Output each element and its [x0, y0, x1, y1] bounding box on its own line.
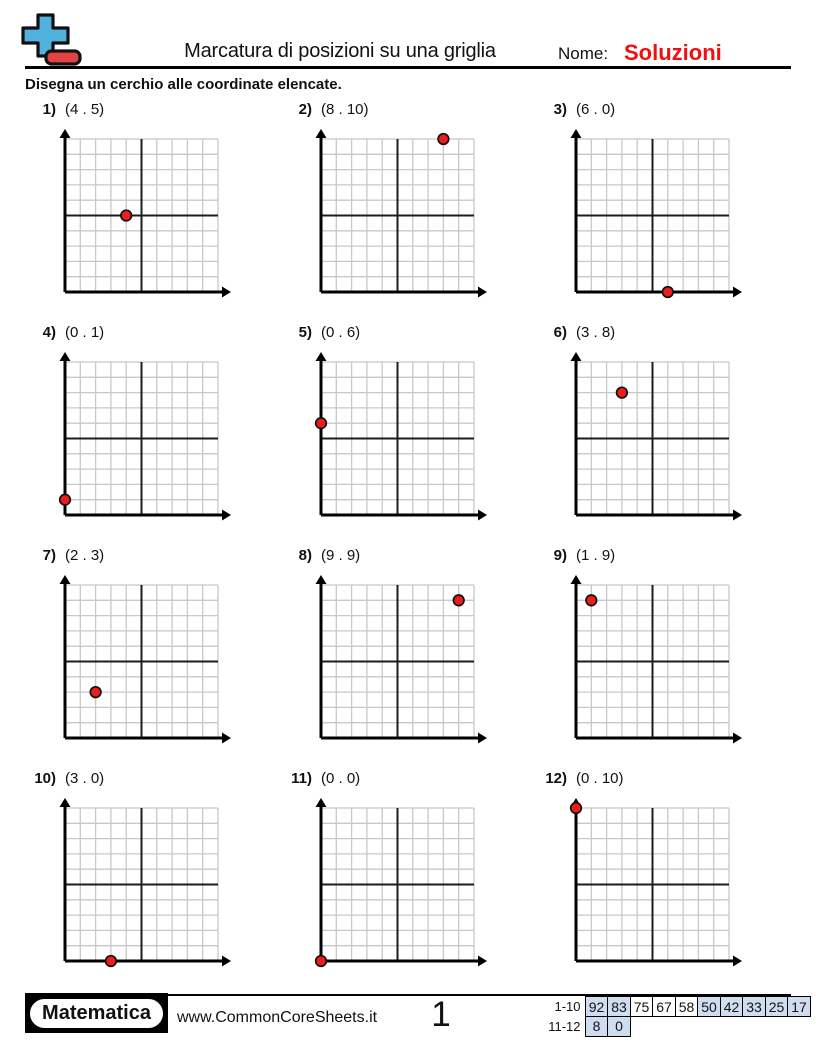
problem — [30, 100, 286, 323]
problem — [541, 769, 787, 992]
problem-label — [30, 546, 286, 566]
problem-coordinates: (3 . 8) — [576, 324, 616, 341]
plus-minus-logo-icon — [17, 12, 83, 68]
problem-number: 6) — [553, 324, 567, 341]
coordinate-grid — [313, 575, 487, 747]
problem-coordinates: (0 . 0) — [321, 770, 361, 787]
problem-number: 9) — [553, 547, 567, 564]
score-row — [537, 996, 812, 1017]
coordinate-grid — [568, 129, 742, 301]
problem-label — [541, 546, 787, 566]
coordinate-grid — [57, 352, 231, 524]
problem-number: 10) — [34, 770, 56, 787]
problem-label — [541, 100, 787, 120]
problem — [541, 323, 787, 546]
problem — [541, 100, 787, 323]
score-cell: 92 — [585, 996, 609, 1017]
problem-coordinates: (0 . 1) — [65, 324, 105, 341]
instruction-text: Disegna un cerchio alle coordinate elencate. — [25, 76, 342, 93]
score-table — [537, 996, 812, 1037]
score-cell: 50 — [697, 996, 721, 1017]
coordinate-grid — [57, 129, 231, 301]
problem-number: 5) — [298, 324, 312, 341]
problem-label — [30, 100, 286, 120]
problem — [286, 546, 541, 769]
problem-label — [541, 769, 787, 789]
score-cell: 0 — [607, 1016, 631, 1037]
problem-coordinates: (4 . 5) — [65, 101, 105, 118]
problem-coordinates: (6 . 0) — [576, 101, 616, 118]
coordinate-grid — [57, 575, 231, 747]
problem-label — [30, 323, 286, 343]
coordinate-grid — [313, 352, 487, 524]
problem — [541, 546, 787, 769]
header-divider — [25, 66, 791, 69]
problem — [30, 323, 286, 546]
brand-name: Matematica — [28, 997, 165, 1030]
problem-label — [286, 323, 541, 343]
score-cell: 42 — [720, 996, 744, 1017]
problem-number: 1) — [42, 101, 56, 118]
problem-number: 4) — [42, 324, 56, 341]
problem-coordinates: (2 . 3) — [65, 547, 105, 564]
problem-label — [30, 769, 286, 789]
problem-label — [541, 323, 787, 343]
brand-badge — [25, 993, 168, 1033]
problem-number: 2) — [298, 101, 312, 118]
problem — [286, 323, 541, 546]
score-range-label: 11-12 — [548, 1018, 581, 1034]
problem-number: 12) — [545, 770, 567, 787]
score-row — [537, 1016, 812, 1037]
coordinate-grid — [568, 798, 742, 970]
page-title: Marcatura di posizioni su una griglia — [184, 40, 496, 62]
problem-label — [286, 546, 541, 566]
coordinate-grid — [313, 129, 487, 301]
problem — [286, 769, 541, 992]
problem-coordinates: (3 . 0) — [65, 770, 105, 787]
problems-grid — [30, 100, 787, 992]
problem-coordinates: (1 . 9) — [576, 547, 616, 564]
problem-number: 3) — [553, 101, 567, 118]
score-cell: 75 — [630, 996, 654, 1017]
score-cell: 25 — [765, 996, 789, 1017]
problem-coordinates: (0 . 6) — [321, 324, 361, 341]
problem-number: 8) — [298, 547, 312, 564]
coordinate-grid — [313, 798, 487, 970]
problem — [30, 546, 286, 769]
score-cell: 58 — [675, 996, 699, 1017]
coordinate-grid — [57, 798, 231, 970]
score-range-label: 1-10 — [554, 999, 581, 1014]
score-cell: 67 — [652, 996, 676, 1017]
problem — [30, 769, 286, 992]
problem — [286, 100, 541, 323]
coordinate-grid — [568, 352, 742, 524]
score-cell: 17 — [787, 996, 811, 1017]
problem-coordinates: (8 . 10) — [321, 101, 369, 118]
name-label: Nome: — [558, 44, 609, 63]
solutions-text: Soluzioni — [624, 40, 722, 65]
problem-label — [286, 100, 541, 120]
score-cell: 33 — [742, 996, 766, 1017]
score-cell: 83 — [607, 996, 631, 1017]
problem-label — [286, 769, 541, 789]
page-number: 1 — [431, 995, 451, 1034]
problem-coordinates: (9 . 9) — [321, 547, 361, 564]
site-url: www.CommonCoreSheets.it — [177, 1009, 378, 1026]
problem-coordinates: (0 . 10) — [576, 770, 624, 787]
score-cell: 8 — [585, 1016, 609, 1037]
problem-number: 7) — [42, 547, 56, 564]
coordinate-grid — [568, 575, 742, 747]
problem-number: 11) — [291, 770, 312, 787]
